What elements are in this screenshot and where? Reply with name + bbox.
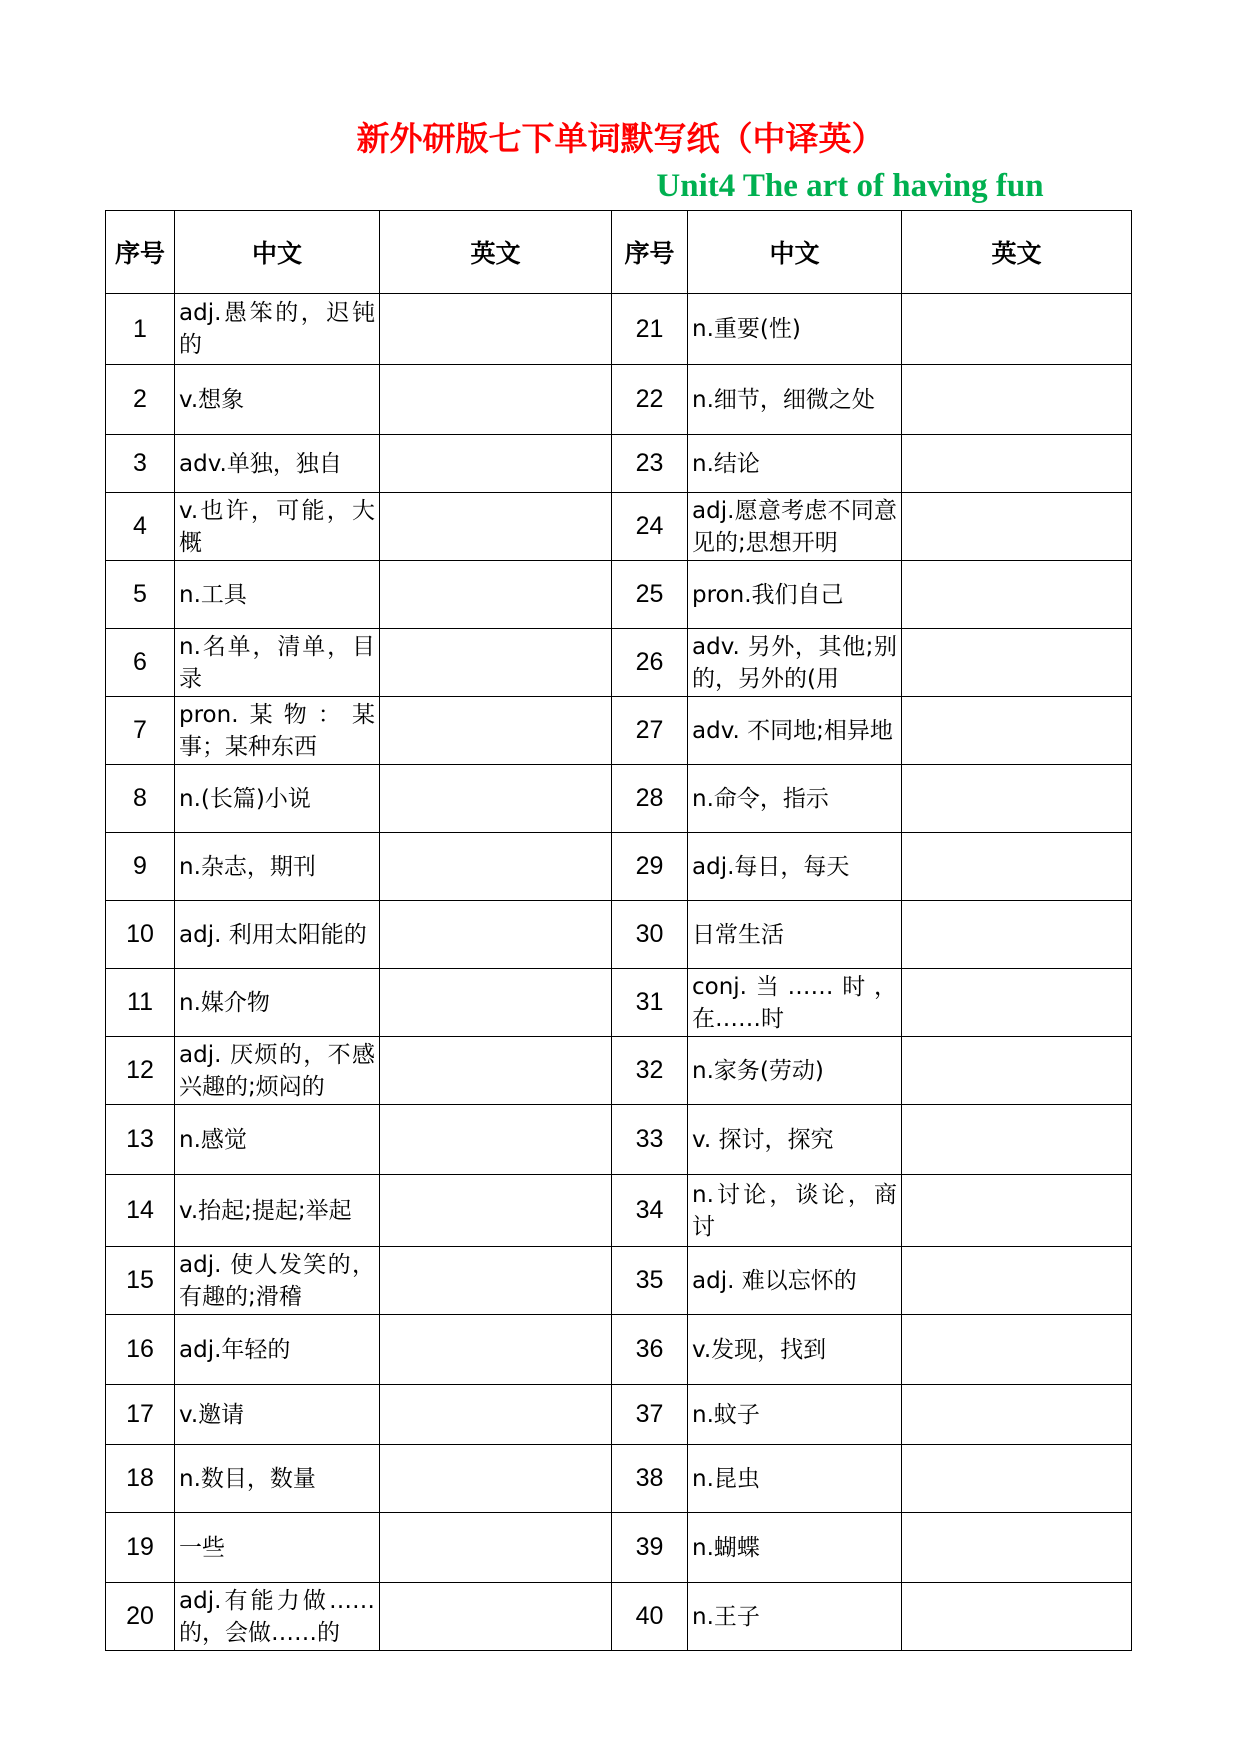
- chinese-cell: [175, 1513, 380, 1583]
- unit-subtitle: Unit4 The art of having fun: [656, 168, 1044, 204]
- index-cell: 18: [106, 1445, 175, 1513]
- vocabulary-table: [105, 210, 1132, 1651]
- chinese-cell: [688, 1175, 902, 1247]
- english-answer-cell[interactable]: [902, 1037, 1132, 1105]
- table-row: [106, 969, 1132, 1037]
- english-answer-cell[interactable]: [902, 1105, 1132, 1175]
- table-row: [106, 294, 1132, 365]
- english-answer-cell[interactable]: [902, 1247, 1132, 1315]
- chinese-cell: [688, 901, 902, 969]
- chinese-text: n.家务(劳动): [692, 1057, 824, 1084]
- table-row: [106, 629, 1132, 697]
- english-answer-cell[interactable]: [380, 294, 612, 365]
- chinese-text: v.也许，可能，大概: [179, 497, 375, 556]
- chinese-cell: [688, 697, 902, 765]
- index-cell: 1: [106, 294, 175, 365]
- index-cell: 2: [106, 365, 175, 435]
- english-answer-cell[interactable]: [902, 493, 1132, 561]
- table-row: [106, 1037, 1132, 1105]
- index-cell: 17: [106, 1385, 175, 1445]
- english-answer-cell[interactable]: [902, 1315, 1132, 1385]
- table-row: [106, 435, 1132, 493]
- chinese-cell: [688, 1247, 902, 1315]
- chinese-text: adj. 难以忘怀的: [692, 1267, 857, 1294]
- english-answer-cell[interactable]: [902, 294, 1132, 365]
- english-answer-cell[interactable]: [380, 561, 612, 629]
- chinese-text: adj.有能力做……的，会做……的: [179, 1587, 375, 1646]
- english-answer-cell[interactable]: [380, 697, 612, 765]
- chinese-text: n.杂志，期刊: [179, 853, 316, 880]
- index-cell: 26: [612, 629, 688, 697]
- chinese-text: adj.愚笨的，迟钝的: [179, 300, 375, 358]
- index-cell: 21: [612, 294, 688, 365]
- chinese-text: n.媒介物: [179, 989, 270, 1016]
- english-answer-cell[interactable]: [380, 1175, 612, 1247]
- chinese-text: n.结论: [692, 450, 760, 477]
- index-cell: 35: [612, 1247, 688, 1315]
- english-answer-cell[interactable]: [902, 365, 1132, 435]
- chinese-text: pron.某物：某事；某种东西: [179, 701, 375, 760]
- table-row: [106, 1175, 1132, 1247]
- index-cell: 39: [612, 1513, 688, 1583]
- english-answer-cell[interactable]: [380, 365, 612, 435]
- english-answer-cell[interactable]: [902, 629, 1132, 697]
- index-cell: 30: [612, 901, 688, 969]
- index-cell: 16: [106, 1315, 175, 1385]
- english-answer-cell[interactable]: [380, 833, 612, 901]
- chinese-cell: [175, 493, 380, 561]
- chinese-cell: [175, 1315, 380, 1385]
- chinese-cell: [175, 1445, 380, 1513]
- index-cell: 38: [612, 1445, 688, 1513]
- chinese-cell: [688, 365, 902, 435]
- index-cell: 8: [106, 765, 175, 833]
- english-answer-cell[interactable]: [380, 435, 612, 493]
- chinese-cell: [688, 435, 902, 493]
- index-cell: 34: [612, 1175, 688, 1247]
- chinese-cell: [688, 1513, 902, 1583]
- chinese-cell: [175, 629, 380, 697]
- english-answer-cell[interactable]: [380, 765, 612, 833]
- english-answer-cell[interactable]: [902, 1445, 1132, 1513]
- english-answer-cell[interactable]: [380, 1583, 612, 1651]
- english-answer-cell[interactable]: [902, 1513, 1132, 1583]
- index-cell: 36: [612, 1315, 688, 1385]
- chinese-text: v.抬起;提起;举起: [179, 1197, 352, 1224]
- chinese-cell: [175, 294, 380, 365]
- index-cell: 28: [612, 765, 688, 833]
- chinese-cell: [688, 969, 902, 1037]
- header-chinese-left: 中文: [175, 211, 380, 294]
- chinese-text: n.细节，细微之处: [692, 386, 875, 413]
- english-answer-cell[interactable]: [380, 1385, 612, 1445]
- chinese-text: n.数目，数量: [179, 1465, 316, 1492]
- english-answer-cell[interactable]: [380, 969, 612, 1037]
- table-row: [106, 1445, 1132, 1513]
- chinese-text: n.重要(性): [692, 316, 801, 342]
- english-answer-cell[interactable]: [902, 435, 1132, 493]
- table-row: [106, 833, 1132, 901]
- header-english-left: 英文: [380, 211, 612, 294]
- index-cell: 22: [612, 365, 688, 435]
- index-cell: 13: [106, 1105, 175, 1175]
- chinese-cell: [175, 969, 380, 1037]
- index-cell: 20: [106, 1583, 175, 1651]
- chinese-cell: [175, 765, 380, 833]
- english-answer-cell[interactable]: [902, 697, 1132, 765]
- chinese-text: adj. 使人发笑的，有趣的;滑稽: [179, 1251, 375, 1310]
- index-cell: 11: [106, 969, 175, 1037]
- index-cell: 5: [106, 561, 175, 629]
- vocabulary-body: [106, 294, 1132, 1651]
- chinese-cell: [175, 1247, 380, 1315]
- index-cell: 15: [106, 1247, 175, 1315]
- english-answer-cell[interactable]: [380, 1105, 612, 1175]
- chinese-cell: [175, 365, 380, 435]
- english-answer-cell[interactable]: [902, 765, 1132, 833]
- chinese-text: pron.我们自己: [692, 581, 844, 608]
- english-answer-cell[interactable]: [902, 901, 1132, 969]
- chinese-text: n.蝴蝶: [692, 1534, 760, 1561]
- index-cell: 14: [106, 1175, 175, 1247]
- chinese-text: adv.单独，独自: [179, 450, 342, 477]
- chinese-cell: [175, 1583, 380, 1651]
- chinese-text: adj.每日，每天: [692, 853, 850, 880]
- chinese-text: n.命令，指示: [692, 785, 829, 812]
- chinese-text: v.邀请: [179, 1401, 245, 1428]
- chinese-text: n.感觉: [179, 1126, 247, 1153]
- chinese-text: adj. 利用太阳能的: [179, 921, 367, 948]
- chinese-text: n.讨论，谈论，商讨: [692, 1181, 897, 1240]
- chinese-text: 日常生活: [692, 921, 784, 948]
- index-cell: 24: [612, 493, 688, 561]
- chinese-text: conj.当……时，在……时: [692, 973, 897, 1032]
- table-row: [106, 493, 1132, 561]
- chinese-text: n.(长篇)小说: [179, 785, 311, 812]
- table-row: [106, 365, 1132, 435]
- english-answer-cell[interactable]: [902, 561, 1132, 629]
- table-row: [106, 1513, 1132, 1583]
- english-answer-cell[interactable]: [902, 1385, 1132, 1445]
- chinese-cell: [175, 561, 380, 629]
- index-cell: 27: [612, 697, 688, 765]
- index-cell: 25: [612, 561, 688, 629]
- english-answer-cell[interactable]: [380, 1513, 612, 1583]
- chinese-text: n.名单，清单，目录: [179, 633, 375, 692]
- index-cell: 19: [106, 1513, 175, 1583]
- chinese-cell: [688, 1445, 902, 1513]
- header-chinese-right: 中文: [688, 211, 902, 294]
- english-answer-cell[interactable]: [902, 833, 1132, 901]
- header-index-left: 序号: [106, 211, 175, 294]
- chinese-cell: [175, 833, 380, 901]
- table-row: [106, 697, 1132, 765]
- table-row: [106, 901, 1132, 969]
- index-cell: 37: [612, 1385, 688, 1445]
- chinese-cell: [688, 1385, 902, 1445]
- table-row: [106, 1105, 1132, 1175]
- english-answer-cell[interactable]: [380, 1445, 612, 1513]
- chinese-cell: [688, 1315, 902, 1385]
- index-cell: 32: [612, 1037, 688, 1105]
- index-cell: 40: [612, 1583, 688, 1651]
- chinese-text: adj. 厌烦的，不感兴趣的;烦闷的: [179, 1041, 375, 1100]
- english-answer-cell[interactable]: [380, 1315, 612, 1385]
- chinese-cell: [175, 1037, 380, 1105]
- index-cell: 4: [106, 493, 175, 561]
- english-answer-cell[interactable]: [902, 1175, 1132, 1247]
- chinese-cell: [175, 435, 380, 493]
- header-english-right: 英文: [902, 211, 1132, 294]
- index-cell: 3: [106, 435, 175, 493]
- index-cell: 6: [106, 629, 175, 697]
- english-answer-cell[interactable]: [380, 1247, 612, 1315]
- page-title: 新外研版七下单词默写纸（中译英）: [356, 119, 885, 158]
- chinese-cell: [175, 697, 380, 765]
- chinese-cell: [175, 901, 380, 969]
- english-answer-cell[interactable]: [380, 1037, 612, 1105]
- index-cell: 10: [106, 901, 175, 969]
- chinese-cell: [175, 1175, 380, 1247]
- table-row: [106, 1583, 1132, 1651]
- english-answer-cell[interactable]: [380, 629, 612, 697]
- table-row: [106, 1247, 1132, 1315]
- index-cell: 31: [612, 969, 688, 1037]
- index-cell: 23: [612, 435, 688, 493]
- chinese-cell: [688, 629, 902, 697]
- index-cell: 7: [106, 697, 175, 765]
- chinese-cell: [688, 294, 902, 365]
- chinese-text: n.工具: [179, 581, 247, 608]
- chinese-cell: [688, 1105, 902, 1175]
- table-row: [106, 1315, 1132, 1385]
- chinese-cell: [688, 493, 902, 561]
- chinese-text: adj.年轻的: [179, 1336, 291, 1363]
- index-cell: 12: [106, 1037, 175, 1105]
- chinese-cell: [175, 1385, 380, 1445]
- chinese-cell: [688, 765, 902, 833]
- header-index-right: 序号: [612, 211, 688, 294]
- chinese-cell: [688, 1037, 902, 1105]
- english-answer-cell[interactable]: [380, 901, 612, 969]
- english-answer-cell[interactable]: [902, 1583, 1132, 1651]
- header-row: [106, 211, 1132, 294]
- chinese-text: adv. 不同地;相异地: [692, 717, 893, 744]
- index-cell: 29: [612, 833, 688, 901]
- chinese-cell: [688, 1583, 902, 1651]
- chinese-text: 一些: [179, 1534, 225, 1561]
- index-cell: 9: [106, 833, 175, 901]
- chinese-text: v.想象: [179, 386, 245, 413]
- table-row: [106, 561, 1132, 629]
- chinese-text: n.王子: [692, 1603, 760, 1630]
- chinese-text: adj.愿意考虑不同意见的;思想开明: [692, 497, 897, 556]
- chinese-text: n.昆虫: [692, 1465, 760, 1492]
- chinese-text: v. 探讨，探究: [692, 1126, 834, 1153]
- chinese-text: adv. 另外，其他;别的，另外的(用: [692, 633, 897, 692]
- chinese-text: v.发现，找到: [692, 1336, 827, 1363]
- chinese-text: n.蚊子: [692, 1401, 760, 1428]
- english-answer-cell[interactable]: [902, 969, 1132, 1037]
- chinese-cell: [688, 833, 902, 901]
- english-answer-cell[interactable]: [380, 493, 612, 561]
- chinese-cell: [688, 561, 902, 629]
- chinese-cell: [175, 1105, 380, 1175]
- index-cell: 33: [612, 1105, 688, 1175]
- table-row: [106, 765, 1132, 833]
- table-row: [106, 1385, 1132, 1445]
